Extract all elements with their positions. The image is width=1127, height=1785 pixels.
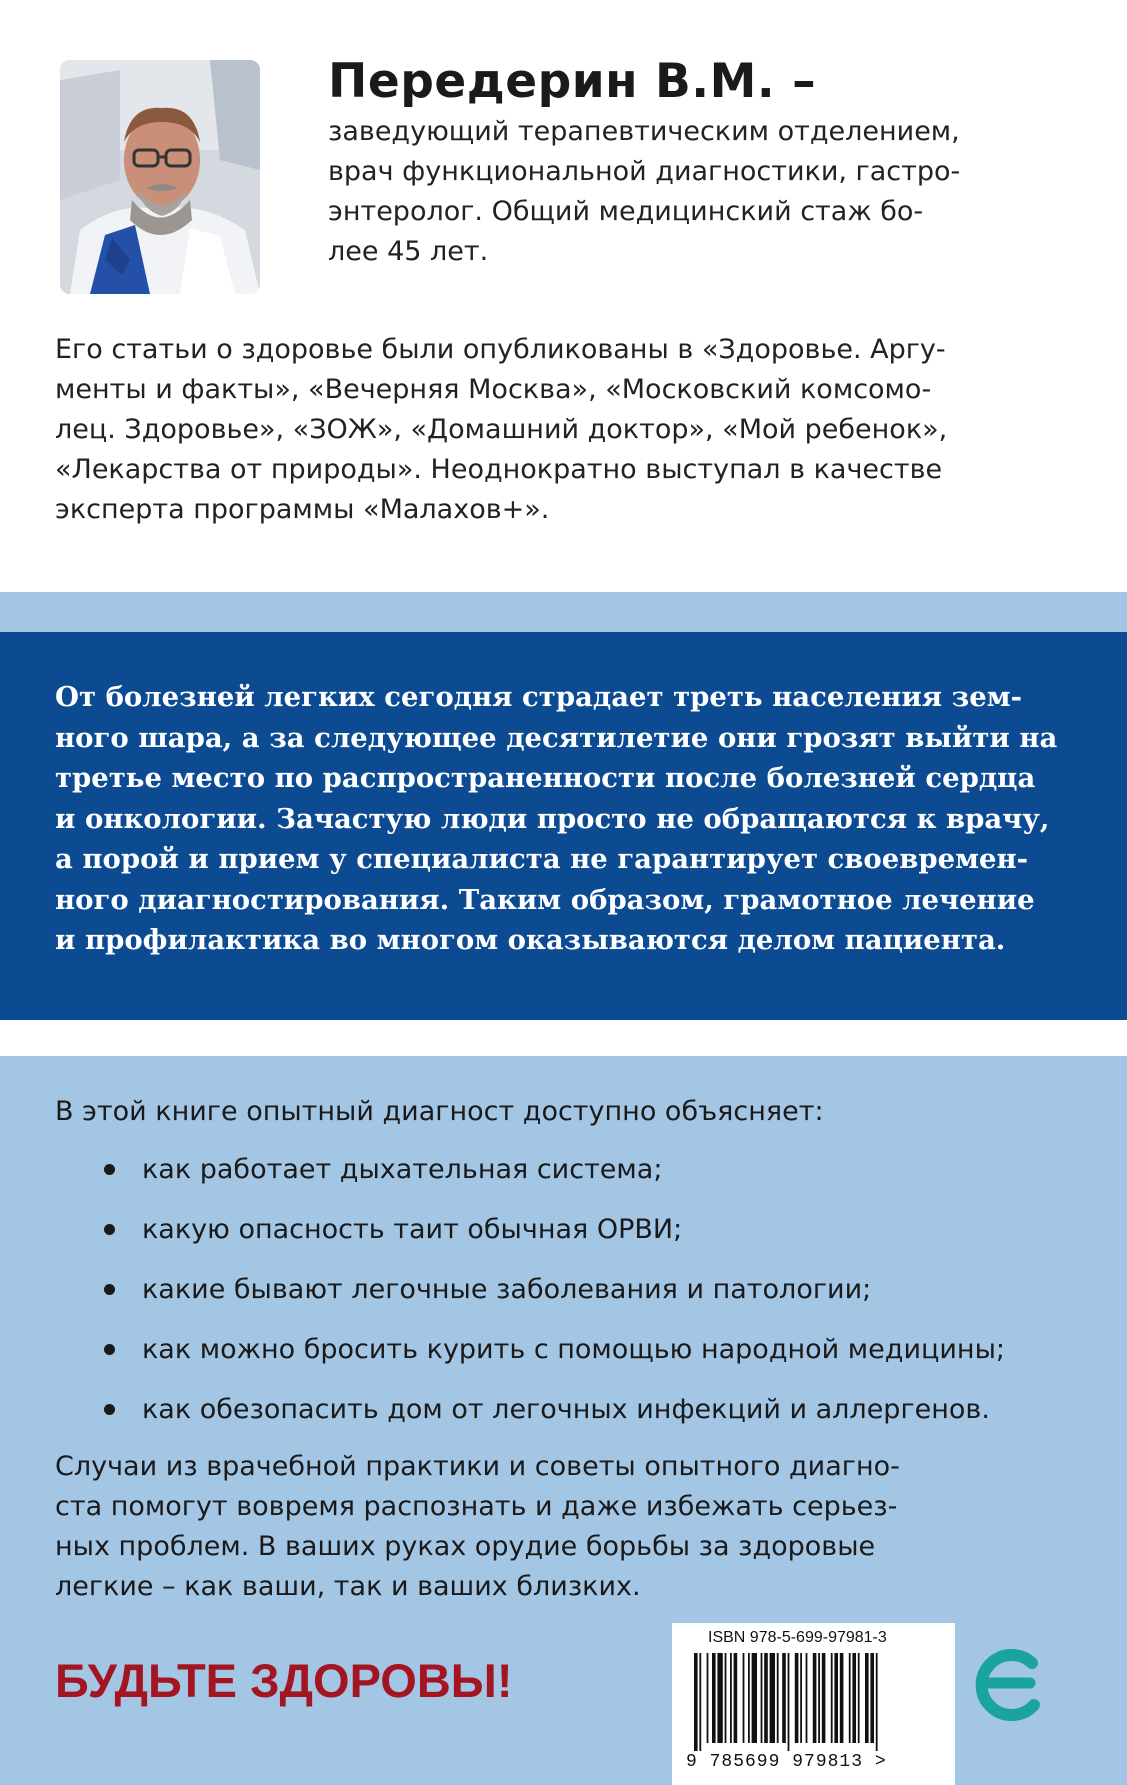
outro-paragraph [55, 1447, 1075, 1607]
list-item [100, 1330, 1005, 1390]
list-item [100, 1150, 1005, 1210]
barcode-digits: 9 785699 979813 > [686, 1752, 887, 1772]
barcode-icon [694, 1653, 934, 1751]
author-bio-line: энтеролог. Общий медицинский стаж бо- [328, 196, 924, 227]
outro-line: Случаи из врачебной практики и советы опытного диагно- [55, 1451, 900, 1482]
list-item-text: какую опасность таит обычная ОРВИ; [142, 1214, 683, 1245]
articles-line: эксперта программы «Малахов+». [55, 494, 550, 525]
author-bio-line: заведующий терапевтическим отделением, [328, 116, 960, 147]
isbn-label: ISBN 978-5-699-97981-3 [708, 1629, 887, 1646]
intro-paragraph [55, 677, 1075, 961]
outro-line: ста помогут вовремя распознать и даже избежать серьез- [55, 1491, 898, 1522]
list-item-text: как можно бросить курить с помощью народной медицины; [142, 1334, 1005, 1365]
light-blue-band [0, 592, 1127, 632]
list-item-text: как обезопасить дом от легочных инфекций и аллергенов. [142, 1394, 990, 1425]
bullet-icon [104, 1164, 115, 1175]
author-name: Передерин В.М. – [328, 54, 817, 109]
bullet-icon [104, 1344, 115, 1355]
list-item [100, 1390, 1005, 1450]
bullet-icon [104, 1404, 115, 1415]
outro-line: легкие – как ваши, так и ваших близких. [55, 1571, 641, 1602]
intro-line: и онкологии. Зачастую люди просто не обращаются к врачу, [55, 802, 1050, 835]
white-stripe [0, 1020, 1127, 1056]
articles-paragraph [55, 330, 1075, 530]
intro-line: От болезней легких сегодня страдает треть населения зем- [55, 681, 1022, 713]
articles-line: менты и факты», «Вечерняя Москва», «Московский комсомо- [55, 374, 932, 405]
intro-line: ного шара, а за следующее десятилетие они грозят выйти на [55, 721, 1058, 754]
author-bio [328, 112, 1048, 272]
slogan: БУДЬТЕ ЗДОРОВЫ! [55, 1654, 513, 1707]
author-photo-illustration [60, 60, 260, 294]
author-bio-line: врач функциональной диагностики, гастро- [328, 156, 961, 187]
barcode-block [672, 1623, 955, 1785]
intro-line: а порой и прием у специалиста не гарантирует своевремен- [55, 843, 1029, 875]
author-photo [60, 60, 260, 294]
intro-line: ного диагностирования. Таким образом, грамотное лечение [55, 883, 1035, 916]
outro-line: ных проблем. В ваших руках орудие борьбы за здоровые [55, 1531, 876, 1562]
list-item-text: как работает дыхательная система; [142, 1154, 663, 1185]
articles-line: «Лекарства от природы». Неоднократно выступал в качестве [55, 454, 943, 485]
contents-list [100, 1150, 1005, 1450]
intro-line: и профилактика во многом оказываются делом пациента. [55, 924, 1006, 956]
list-item [100, 1210, 1005, 1270]
publisher-logo-icon [970, 1623, 1052, 1741]
list-item-text: какие бывают легочные заболевания и патологии; [142, 1274, 872, 1305]
bullet-icon [104, 1284, 115, 1295]
author-bio-line: лее 45 лет. [328, 236, 489, 267]
intro-line: третье место по распространенности после болезней сердца [55, 762, 1036, 794]
list-item [100, 1270, 1005, 1330]
articles-line: Его статьи о здоровье были опубликованы в «Здоровье. Аргу- [55, 334, 946, 365]
contents-lead: В этой книге опытный диагност доступно объясняет: [55, 1096, 824, 1127]
articles-line: лец. Здоровье», «ЗОЖ», «Домашний доктор», «Мой ребенок», [55, 414, 948, 445]
bullet-icon [104, 1224, 115, 1235]
